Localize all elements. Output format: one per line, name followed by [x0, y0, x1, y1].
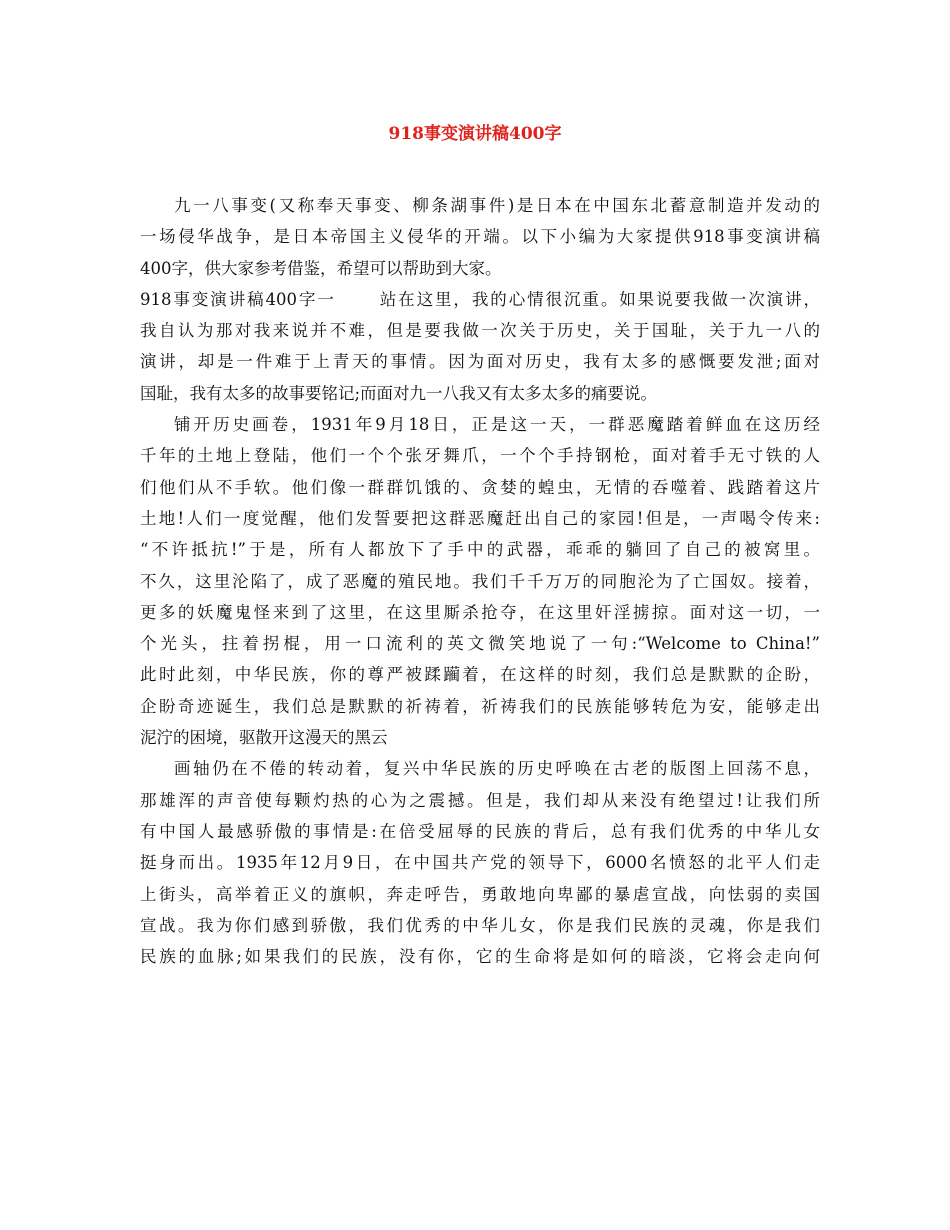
text-line: 们他们从不手软。他们像一群群饥饿的、贪婪的蝗虫，无情的吞噬着、践踏着这片 — [140, 477, 820, 497]
paragraph-intro — [140, 190, 820, 284]
document-body — [140, 190, 820, 972]
text-line: 企盼奇迹诞生，我们总是默默的祈祷着，祈祷我们的民族能够转危为安，能够走出 — [140, 696, 820, 716]
paragraph-revival — [140, 753, 820, 972]
paragraph-history — [140, 409, 820, 753]
text-line: 不久，这里沦陷了，成了恶魔的殖民地。我们千千万万的同胞沦为了亡国奴。接着， — [140, 571, 820, 591]
text-line: 演讲，却是一件难于上青天的事情。因为面对历史，我有太多的感慨要发泄;面对 — [140, 352, 820, 372]
text-line: 那雄浑的声音使每颗灼热的心为之震撼。但是，我们却从来没有绝望过!让我们所 — [140, 790, 820, 810]
text-line: 个光头，拄着拐棍，用一口流利的英文微笑地说了一句:“Welcome to China!” — [140, 634, 820, 654]
text-line: 国耻，我有太多的故事要铭记;而面对九一八我又有太多太多的痛要说。 — [140, 383, 658, 403]
text-line: “不许抵抗!”于是，所有人都放下了手中的武器，乖乖的躺回了自己的被窝里。 — [140, 540, 820, 560]
text-line: 此时此刻，中华民族，你的尊严被蹂躏着，在这样的时刻，我们总是默默的企盼， — [140, 665, 820, 685]
text-line: 有中国人最感骄傲的事情是:在倍受屈辱的民族的背后，总有我们优秀的中华儿女 — [140, 821, 820, 841]
text-line: 更多的妖魔鬼怪来到了这里，在这里厮杀抢夺，在这里奸淫掳掠。面对这一切，一 — [140, 602, 820, 622]
text-line: 画轴仍在不倦的转动着，复兴中华民族的历史呼唤在古老的版图上回荡不息， — [174, 759, 820, 779]
text-line: 千年的土地上登陆，他们一个个张牙舞爪，一个个手持钢枪，面对着手无寸铁的人 — [140, 446, 820, 466]
text-line: 我自认为那对我来说并不难，但是要我做一次关于历史，关于国耻，关于九一八的 — [140, 321, 820, 341]
text-run: 站在这里，我的心情很沉重。如果说要我做一次演讲， — [377, 289, 820, 309]
text-line: 一场侵华战争，是日本帝国主义侵华的开端。以下小编为大家提供918事变演讲稿 — [140, 227, 820, 247]
text-line: 400字，供大家参考借鉴，希望可以帮助到大家。 — [140, 258, 502, 278]
text-line: 上街头，高举着正义的旗帜，奔走呼告，勇敢地向卑鄙的暴虐宣战，向怯弱的卖国 — [140, 884, 820, 904]
text-line: 挺身而出。1935年12月9日，在中国共产党的领导下，6000名愤怒的北平人们走 — [140, 853, 820, 873]
text-line: 铺开历史画卷，1931年9月18日，正是这一天，一群恶魔踏着鲜血在这历经 — [174, 415, 820, 435]
paragraph-speech-one — [140, 284, 820, 409]
text-line-with-heading — [140, 284, 820, 315]
text-line: 宣战。我为你们感到骄傲，我们优秀的中华儿女，你是我们民族的灵魂，你是我们 — [140, 915, 820, 935]
text-line: 民族的血脉;如果我们的民族，没有你，它的生命将是如何的暗淡，它将会走向何 — [140, 947, 820, 967]
text-line: 九一八事变(又称奉天事变、柳条湖事件)是日本在中国东北蓄意制造并发动的 — [174, 196, 820, 215]
text-line: 土地!人们一度觉醒，他们发誓要把这群恶魔赶出自己的家园!但是，一声喝令传来: — [140, 508, 820, 528]
section-heading: 918事变演讲稿400字一 — [140, 289, 336, 309]
document-title: 918事变演讲稿400字 — [388, 124, 562, 144]
text-line: 泥泞的困境，驱散开这漫天的黑云 — [140, 728, 388, 748]
